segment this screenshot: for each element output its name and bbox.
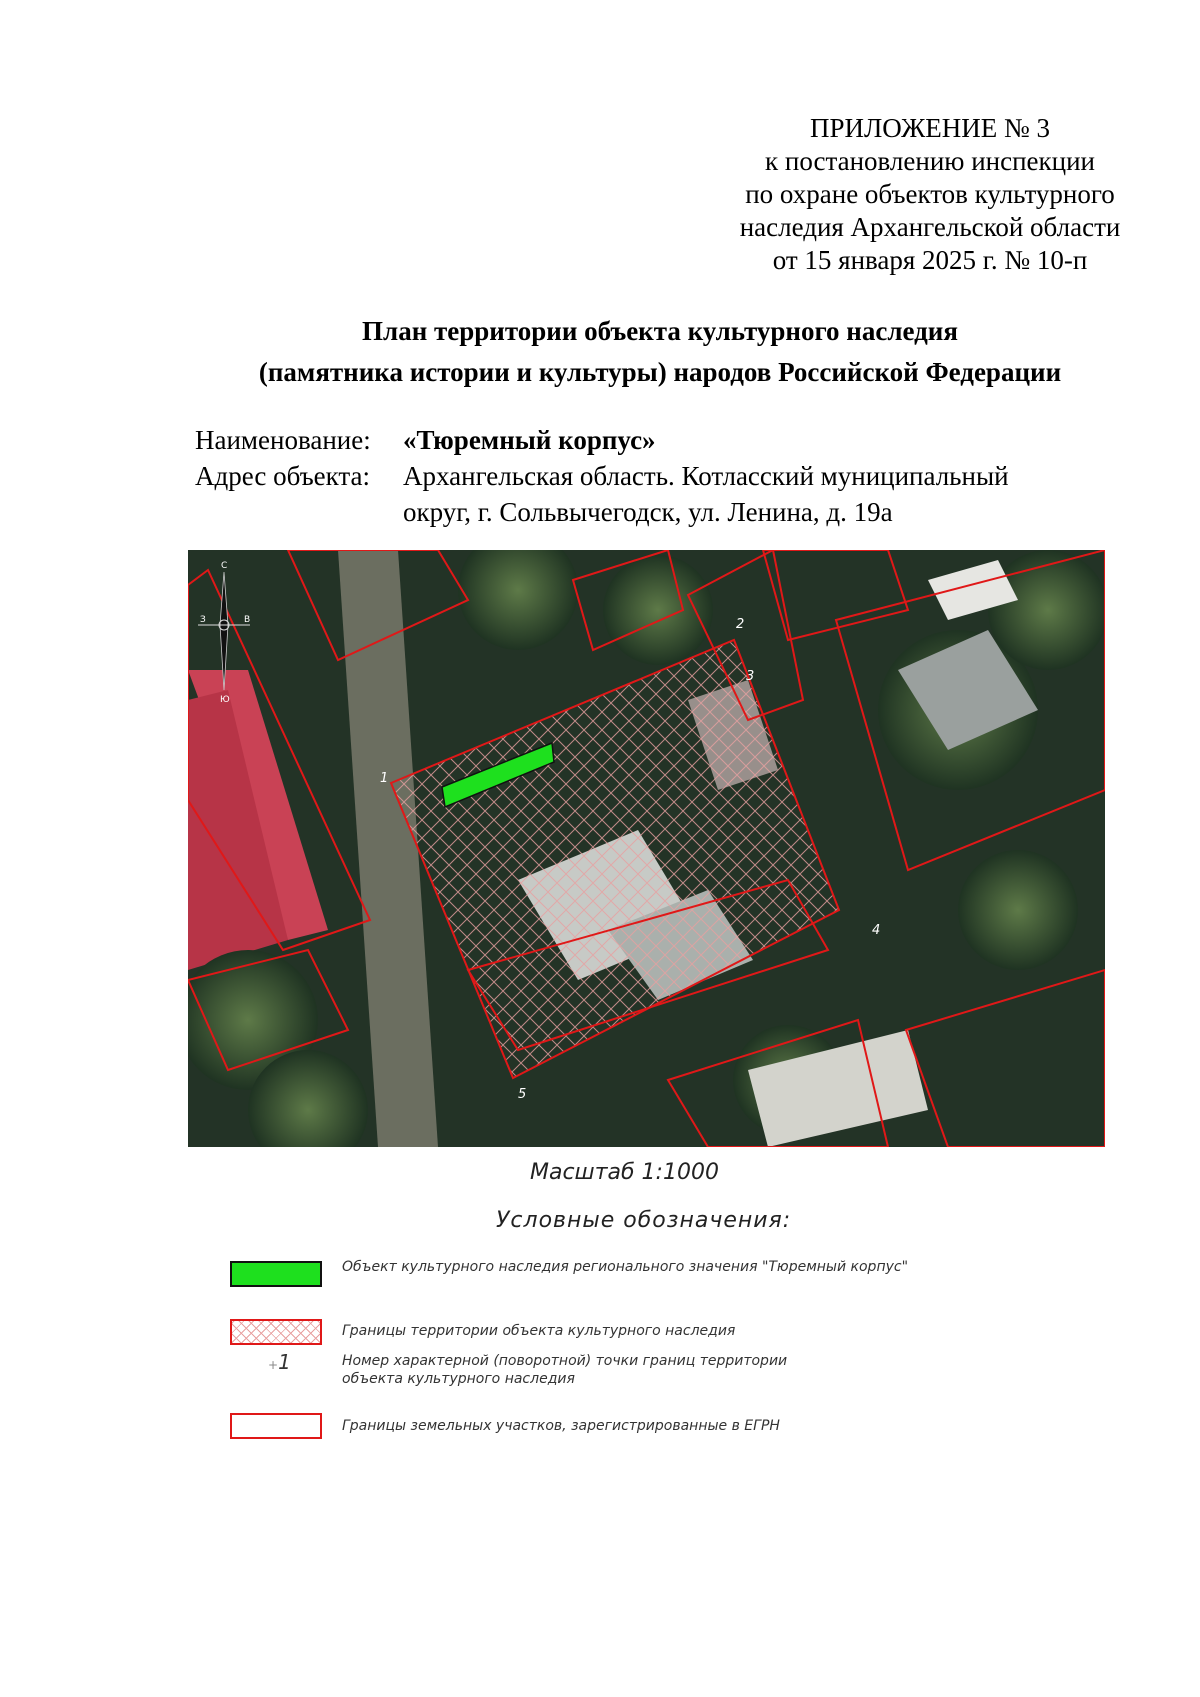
- legend-text: Границы территории объекта культурного наследия: [342, 1323, 736, 1339]
- point-label: 2: [736, 617, 745, 632]
- address-row-continued: [195, 494, 1009, 530]
- point-label: 1: [380, 771, 389, 786]
- map-canvas: [188, 550, 1105, 1147]
- svg-text:Ю: Ю: [220, 695, 230, 705]
- map-scale: Масштаб 1:1000: [530, 1160, 719, 1185]
- address-value: Архангельская область. Котласский муниципальный: [403, 461, 1009, 491]
- document-title: [160, 311, 1160, 393]
- legend-text: Объект культурного наследия регионального значения "Тюремный корпус": [342, 1259, 909, 1275]
- appendix-header: [640, 112, 1200, 277]
- title-line: (памятника истории и культуры) народов Российской Федерации: [258, 357, 1062, 387]
- appendix-line: наследия Архангельской области: [739, 212, 1121, 242]
- address-value-continued: округ, г. Сольвычегодск, ул. Ленина, д. 19а: [403, 497, 893, 527]
- appendix-date: от 15 января 2025 г. № 10-п: [772, 245, 1088, 275]
- name-label: Наименование:: [195, 425, 371, 455]
- address-label: Адрес объекта:: [195, 461, 371, 491]
- point-label: 4: [872, 923, 881, 938]
- title-line: План территории объекта культурного наследия: [362, 316, 958, 346]
- legend-point-symbol: +1: [268, 1350, 291, 1374]
- legend-text: объекта культурного наследия: [342, 1371, 575, 1387]
- appendix-line: по охране объектов культурного: [745, 179, 1115, 209]
- legend-text: Границы земельных участков, зарегистрированные в ЕГРН: [342, 1418, 780, 1434]
- svg-text:В: В: [244, 615, 251, 625]
- legend-swatch-green: [230, 1261, 322, 1287]
- point-label: 3: [746, 669, 755, 684]
- name-value: «Тюремный корпус»: [403, 425, 656, 455]
- svg-text:С: С: [221, 561, 228, 571]
- legend-swatch-hatched: [230, 1319, 322, 1345]
- object-info: [195, 422, 1009, 530]
- appendix-number: ПРИЛОЖЕНИЕ № 3: [809, 113, 1051, 143]
- appendix-line: к постановлению инспекции: [765, 146, 1095, 176]
- satellite-map: [188, 550, 1105, 1147]
- point-label: 5: [518, 1087, 527, 1102]
- legend-text: Номер характерной (поворотной) точки границ территории: [342, 1353, 788, 1369]
- legend-title: Условные обозначения:: [496, 1208, 792, 1233]
- name-row: [195, 422, 1009, 458]
- address-row: [195, 458, 1009, 494]
- svg-text:З: З: [200, 615, 206, 625]
- legend-swatch-outline: [230, 1413, 322, 1439]
